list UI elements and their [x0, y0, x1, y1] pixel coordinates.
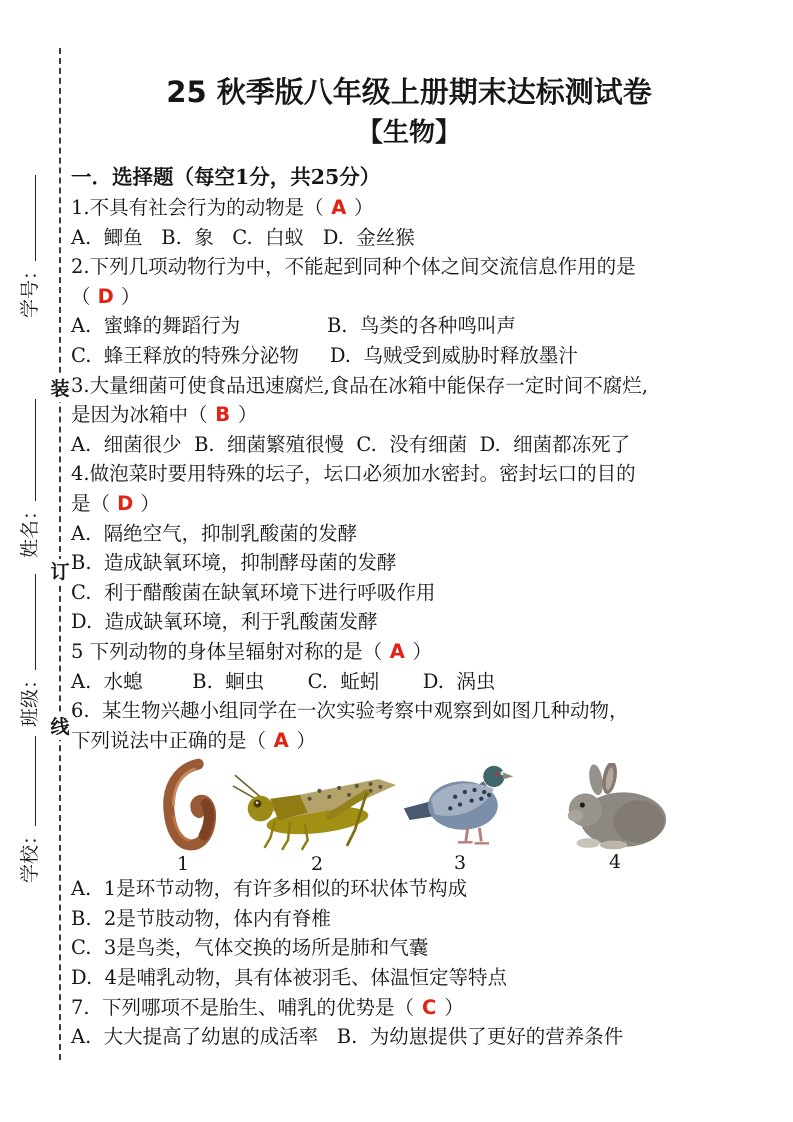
answer-letter: D — [117, 491, 134, 515]
stem-text: 7. 下列哪项不是胎生、哺乳的优势是（ — [71, 995, 421, 1019]
stem-text: 是（ — [71, 491, 117, 515]
field-label: 姓名： — [19, 500, 41, 558]
figure-item-2 — [231, 769, 403, 874]
options-text: D. 造成缺氧环境，利于乳酸菌发酵 — [71, 610, 378, 634]
margin-field-school — [17, 727, 44, 883]
margin-field-class — [17, 565, 44, 727]
stem-text: ） — [347, 196, 374, 219]
stem-text: ） — [231, 403, 258, 427]
q4-stem — [71, 459, 747, 489]
binding-dashed-line — [59, 48, 61, 1060]
section-heading: 一．选择题（每空1分，共25分） — [71, 165, 381, 189]
q1-stem — [71, 193, 747, 223]
q6-stem-2 — [71, 726, 747, 756]
q6-stem — [71, 696, 747, 726]
field-label: 班级： — [19, 669, 41, 727]
answer-letter: D — [97, 284, 114, 308]
answer-letter: C — [422, 995, 437, 1019]
options-text: A. 大大提高了幼崽的成活率 B. 为幼崽提供了更好的营养条件 — [71, 1025, 624, 1049]
stem-text: 5 下列动物的身体呈辐射对称的是（ — [71, 639, 389, 663]
stem-text: 1.不具有社会行为的动物是（ — [71, 196, 330, 219]
options-text: A. 水螅 B. 蛔虫 C. 蚯蚓 D. 涡虫 — [71, 669, 496, 693]
figure-item-3 — [401, 760, 519, 873]
stem-text: 下列说法中正确的是（ — [71, 728, 273, 752]
field-label: 学校： — [19, 825, 41, 883]
subject-title: 【生物】 — [356, 118, 461, 148]
margin-field-student-id — [17, 166, 44, 318]
q4-stem-2 — [71, 489, 747, 519]
stem-text: ） — [290, 728, 316, 752]
q3-stem-2 — [71, 400, 747, 430]
q1-options — [71, 223, 747, 253]
options-text: B. 2是节肢动物，体内有脊椎 — [71, 906, 331, 930]
binding-char-xian: 线 — [46, 714, 74, 740]
stem-text: 4.做泡菜时要用特殊的坛子，坛口必须加水密封。密封坛口的目的 — [71, 462, 636, 486]
options-text: A. 细菌很少 B. 细菌繁殖很慢 C. 没有细菌 D. 细菌都冻死了 — [71, 432, 631, 456]
stem-text: ） — [134, 491, 160, 515]
figure-item-1 — [145, 757, 221, 874]
earthworm-image — [145, 757, 221, 853]
q2-answer-bracket — [71, 282, 747, 312]
answer-letter: B — [215, 403, 231, 427]
stem-text: 3.大量细菌可使食品迅速腐烂,食品在冰箱中能保存一定时间不腐烂, — [71, 373, 649, 397]
figure-item-4 — [559, 763, 671, 872]
options-text: A. 1是环节动物，有许多相似的环状体节构成 — [71, 877, 468, 901]
fill-blank-line — [32, 736, 36, 826]
options-text: C. 3是鸟类，气体交换的场所是肺和气囊 — [71, 936, 429, 960]
binding-char-zhuang: 装 — [46, 376, 74, 402]
margin-field-name — [17, 390, 44, 558]
q6-option-a — [71, 874, 747, 904]
options-text: A. 隔绝空气，抑制乳酸菌的发酵 — [71, 521, 358, 545]
options-text: C. 蜂王释放的特殊分泌物 D. 乌贼受到威胁时释放墨汁 — [71, 343, 578, 367]
options-text: C. 利于醋酸菌在缺氧环境下进行呼吸作用 — [71, 580, 436, 604]
stem-text: 是因为冰箱中（ — [71, 403, 214, 427]
fill-blank-line — [32, 175, 36, 261]
fill-blank-line — [32, 399, 36, 501]
q2-stem — [71, 252, 747, 282]
figure-label: 2 — [310, 853, 324, 876]
q7-options — [71, 1022, 747, 1052]
options-text: A. 蜜蜂的舞蹈行为 B. 鸟类的各种鸣叫声 — [71, 314, 516, 338]
q4-option-c — [71, 578, 747, 608]
stem-text: ） — [406, 639, 433, 663]
q6-option-d — [71, 963, 747, 993]
options-text: D. 4是哺乳动物，具有体被羽毛、体温恒定等特点 — [71, 966, 507, 990]
figure-label: 3 — [453, 852, 467, 875]
q4-option-b — [71, 548, 747, 578]
stem-text: ） — [438, 995, 464, 1019]
q2-options-ab — [71, 311, 747, 341]
exam-content — [71, 0, 747, 1052]
binding-char-ding: 订 — [46, 559, 74, 585]
q3-options — [71, 430, 747, 460]
q7-stem — [71, 993, 747, 1023]
q6-option-c — [71, 933, 747, 963]
stem-text: 6. 某生物兴趣小组同学在一次实验考察中观察到如图几种动物， — [71, 699, 629, 723]
locust-image — [231, 769, 403, 853]
fill-blank-line — [32, 574, 36, 670]
q2-options-cd — [71, 341, 747, 371]
rabbit-image — [559, 763, 671, 851]
q4-option-d — [71, 607, 747, 637]
q6-option-b — [71, 904, 747, 934]
stem-text: ） — [114, 284, 141, 308]
q5-options — [71, 667, 747, 697]
q4-option-a — [71, 519, 747, 549]
q5-stem — [71, 637, 747, 667]
answer-letter: A — [331, 196, 347, 219]
figure-label: 1 — [176, 853, 190, 876]
field-label: 学号： — [19, 260, 41, 318]
stem-text: 2.下列几项动物行为中，不能起到同种个体之间交流信息作用的是 — [71, 255, 636, 279]
stem-text: （ — [71, 284, 97, 308]
answer-letter: A — [273, 728, 289, 752]
answer-letter: A — [389, 639, 405, 663]
page-title: 25 秋季版八年级上册期末达标测试卷 — [166, 75, 652, 109]
pigeon-image — [401, 760, 519, 852]
question-6-figure — [71, 757, 747, 876]
figure-label: 4 — [608, 851, 622, 874]
q3-stem — [71, 371, 747, 401]
options-text: A. 鲫鱼 B. 象 C. 白蚁 D. 金丝猴 — [71, 225, 415, 249]
options-text: B. 造成缺氧环境，抑制酵母菌的发酵 — [71, 551, 397, 575]
